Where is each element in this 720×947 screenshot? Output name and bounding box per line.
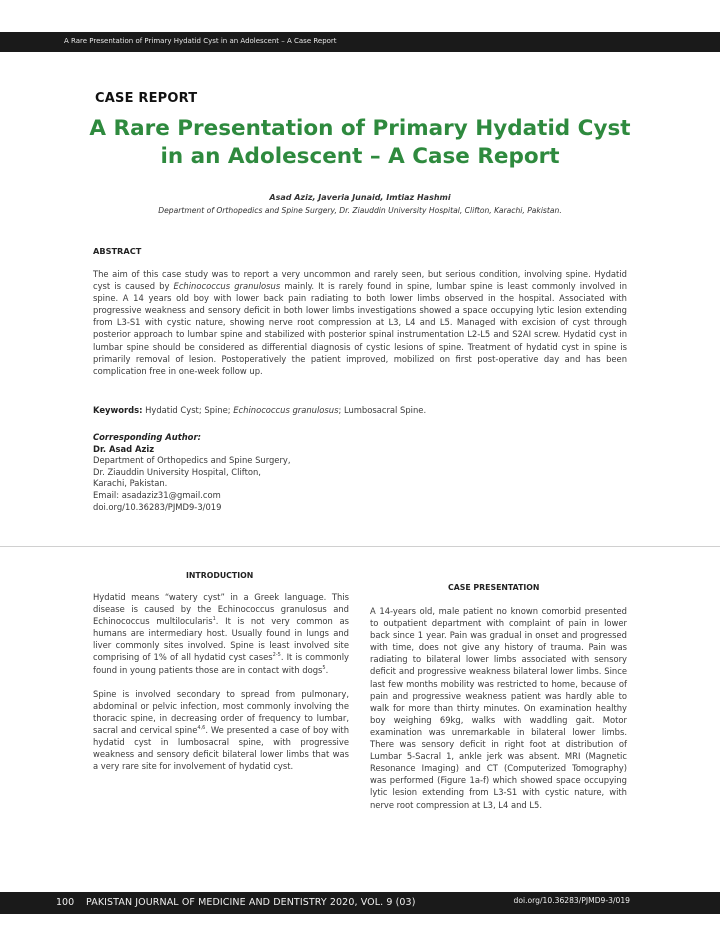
introduction-paragraph-2 [93, 688, 349, 773]
article-type: CASE REPORT [95, 91, 198, 106]
abstract-part-b: mainly. It is rarely found in spine, lumbar spine is least commonly involved in spine. A 14 years old boy with lower back pain radiating to both lower limbs observed in the hospital. Associated with progressive weakness and sensory deficit in both lower limbs investigations showed a space occupying lytic lesion extending from L3-S1 with cystic nature, showing nerve root compression at L3, L4 and L5. Managed with excision of cyst through posterior approach to lumbar spine and stabilized with posterior spinal instrumentation L2-L5 and S2AI screw. Hydatid cyst in lumbar spine should be considered as differential diagnosis of cystic lesions of spine. Treatment of hydatid cyst in spine is primarily removal of lesion. Postoperatively the patient improved, mobilized on first post-operative day and has been complication free in one-week follow up. [93, 281, 627, 376]
intro-p1-a: Hydatid means “watery cyst” in a Greek language. This disease is caused by the Echinococcus granulosus and Echinococcus multilocularis [93, 592, 349, 627]
abstract-species: Echinococcus granulosus [173, 281, 281, 292]
footer-doi[interactable]: doi.org/10.36283/PJMD9-3/019 [513, 896, 630, 905]
case-presentation-heading: CASE PRESENTATION [448, 583, 540, 592]
citation: 2-5 [272, 652, 281, 659]
abstract-text [93, 268, 627, 377]
intro-p2-a: Spine is involved secondary to spread from pulmonary, abdominal or pelvic infection, most commonly involving the thoracic spine, in decreasing order of frequency to lumbar, sacral and cervical spine [93, 688, 349, 735]
section-divider [0, 546, 720, 547]
corresponding-hospital: Dr. Ziauddin University Hospital, Clifton, [93, 466, 261, 477]
running-header-bar [0, 32, 720, 52]
running-header: A Rare Presentation of Primary Hydatid Cyst in an Adolescent – A Case Report [64, 37, 337, 45]
introduction-paragraph-1 [93, 591, 349, 676]
introduction-column [93, 591, 349, 784]
citation: 4,6 [197, 725, 206, 732]
page-footer [0, 892, 720, 914]
corresponding-city: Karachi, Pakistan. [93, 478, 168, 489]
citation: 1 [212, 616, 216, 623]
page-number: 100 [56, 897, 75, 908]
keywords-part1: Hydatid Cyst; Spine; [142, 405, 234, 415]
corresponding-name: Dr. Asad Aziz [93, 443, 155, 454]
title-line-1: A Rare Presentation of Primary Hydatid Cyst [89, 116, 631, 141]
authors: Asad Aziz, Javeria Junaid, Imtiaz Hashmi [269, 193, 451, 202]
corresponding-heading: Corresponding Author: [93, 432, 201, 442]
keywords-label: Keywords: [93, 405, 143, 415]
intro-p1-b: . It is not very common as humans are intermediary host. Usually found in lungs and liver commonly sites involved. Spine is least involved site comprising of 1% of all hydatid cyst cases [93, 616, 349, 663]
journal-name: PAKISTAN JOURNAL OF MEDICINE AND DENTISTRY 2020, VOL. 9 (03) [86, 897, 416, 908]
keywords-italic: Echinococcus granulosus [233, 405, 339, 415]
keywords [93, 405, 426, 415]
title-line-2: in an Adolescent – A Case Report [160, 144, 560, 169]
corresponding-doi[interactable]: doi.org/10.36283/PJMD9-3/019 [93, 501, 222, 512]
abstract-heading: ABSTRACT [93, 246, 142, 256]
affiliation: Department of Orthopedics and Spine Surgery, Dr. Ziauddin University Hospital, Clifton, Karachi, Pakistan. [158, 206, 562, 215]
corresponding-email[interactable]: Email: asadaziz31@gmail.com [93, 489, 221, 500]
intro-p1-c: . It is commonly found in young patients those are in contact with dogs [93, 652, 349, 675]
intro-p1-d: . [325, 664, 329, 675]
abstract-part-a: The aim of this case study was to report a very uncommon and rarely seen, but serious condition, involving spine. Hydatid cyst is caused by [93, 269, 627, 292]
introduction-heading: INTRODUCTION [186, 571, 254, 580]
case-presentation-column [370, 605, 627, 823]
intro-p2-b: . We presented a case of boy with hydatid cyst in lumbosacral spine, with progressive weakness and sensory deficit bilateral lower limbs that was a very rare site for involvement of hydatid cyst. [93, 724, 350, 772]
article-title [60, 115, 660, 171]
corresponding-dept: Department of Orthopedics and Spine Surgery, [93, 455, 291, 466]
corresponding-author [93, 432, 291, 513]
citation: 5 [322, 664, 326, 671]
keywords-part2: ; Lumbosacral Spine. [338, 405, 427, 415]
case-presentation-paragraph: A 14-years old, male patient no known comorbid presented to outpatient department with complaint of pain in lower back since 1 year. Pain was gradual in onset and progressed with time, does not give any history of trauma. Pain was radiating to bilateral lower limbs associated with sensory deficit and progressive weakness bilateral lower limbs. Since last few months mobility was restricted to home, because of pain and progressive weakness patient was hardly able to walk for more than thirty minutes. On examination healthy boy weighing 69kg, walks with waddling gait. Motor examination was unremarkable in bilateral lower limbs. There was sensory deficit in right foot at distribution of Lumbar 5-Sacral 1, ankle jerk was absent. MRI (Magnetic Resonance Imaging) and CT (Computerized Tomography) was performed (Figure 1a-f) which showed space occupying lytic lesion extending from L3-S1 with cystic nature, with nerve root compression at L3, L4 and L5. [370, 606, 627, 810]
